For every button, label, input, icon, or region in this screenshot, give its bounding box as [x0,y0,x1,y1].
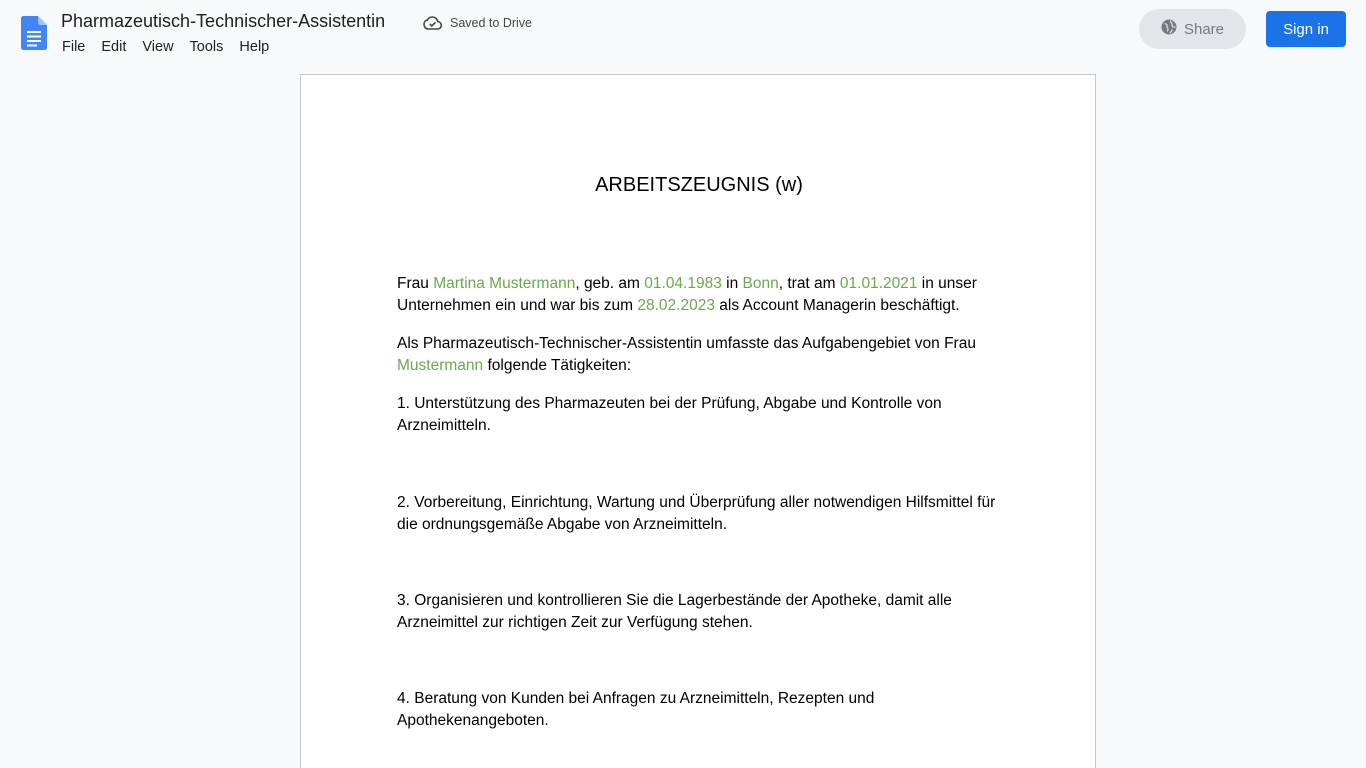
duty-item-3: 3. Organisieren und kontrollieren Sie die Lagerbestände der Apotheke, damit alle Arzneimittel zur richtigen Zeit zur Verfügung stehen. [397,592,952,631]
duty-item-4: 4. Beratung von Kunden bei Anfragen zu Arzneimitteln, Rezepten und Apothekenangeboten. [397,690,875,729]
start-date: 01.01.2021 [839,275,918,292]
menu-help[interactable]: Help [239,39,270,55]
duties-intro-paragraph [397,333,1007,377]
share-button-label: Share [1183,20,1225,38]
intro-paragraph [397,273,1007,317]
text-run: als Account Managerin beschäftigt. [714,297,960,314]
text-run: Frau [397,275,434,292]
duty-item-1: 1. Unterstützung des Pharmazeuten bei der Prüfung, Abgabe und Kontrolle von Arzneimitteln. [397,395,942,434]
birth-place: Bonn [742,275,779,292]
text-run: in [721,275,743,292]
menu-tools[interactable]: Tools [189,39,224,55]
menu-bar [54,36,277,58]
employee-name: Martina Mustermann [433,275,576,292]
globe-icon [1161,19,1177,39]
document-title[interactable]: Pharmazeutisch-Technischer-Assistentin [61,11,386,31]
text-run: , trat am [778,275,840,292]
document-heading: ARBEITSZEUGNIS (w) [595,174,803,196]
document-page[interactable] [300,74,1096,768]
employee-surname: Mustermann [397,357,484,374]
app-header [0,0,1366,64]
share-button[interactable] [1139,9,1246,49]
save-status-label: Saved to Drive [450,16,532,30]
menu-view[interactable]: View [142,39,174,55]
text-run: Als Pharmazeutisch-Technischer-Assistentin umfasste das Aufgabengebiet von Frau [397,335,976,352]
sign-in-button[interactable]: Sign in [1266,11,1346,47]
menu-edit[interactable]: Edit [101,39,127,55]
text-run: folgende Tätigkeiten: [483,357,632,374]
menu-file[interactable]: File [62,39,86,55]
google-docs-icon[interactable] [21,16,47,50]
cloud-done-icon [423,16,442,30]
save-status[interactable] [423,13,532,33]
birth-date: 01.04.1983 [644,275,722,292]
text-run: in unser Unternehmen ein und war bis zum [397,275,977,314]
end-date: 28.02.2023 [637,297,715,314]
text-run: , geb. am [575,275,645,292]
duty-item-2: 2. Vorbereitung, Einrichtung, Wartung und Überprüfung aller notwendigen Hilfsmittel für die ordnungsgemäße Abgabe von Arzneimitteln. [397,494,996,533]
